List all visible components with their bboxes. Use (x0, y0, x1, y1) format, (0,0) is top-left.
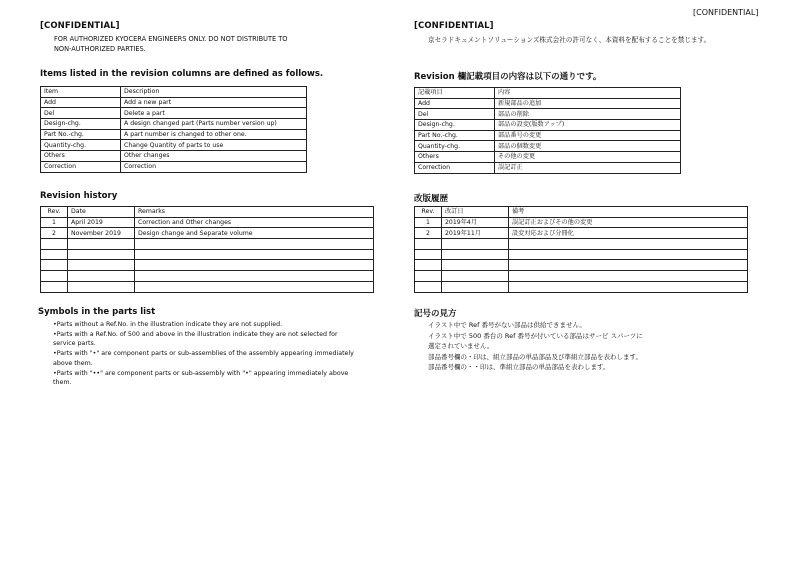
table-cell: Design-chg. (415, 120, 495, 131)
table-cell: Add (415, 98, 495, 109)
en-revcols-table (40, 86, 307, 173)
table-row (41, 161, 307, 172)
jp-confidential-label: [CONFIDENTIAL] (414, 21, 494, 31)
table-row (41, 260, 374, 271)
table-cell: November 2019 (68, 228, 135, 239)
symbols-line: 部品番号欄の・・印は、準組立部品の単品部品を表わします。 (428, 363, 610, 371)
table-cell: Add (41, 97, 121, 108)
table-cell: その他の変更 (495, 152, 681, 163)
symbols-line: service parts. (53, 340, 96, 348)
table-cell: Correction (121, 161, 307, 172)
table-cell: 部品の削除 (495, 109, 681, 120)
table-row (41, 97, 307, 108)
table-row (415, 141, 681, 152)
table-row (415, 130, 681, 141)
table-cell: Part No.-chg. (41, 129, 121, 140)
table-row (41, 249, 374, 260)
en-symbols-text (53, 320, 354, 388)
symbols-line: イラスト中で 500 番台の Ref 番号が付いている部品はサービ スパーツに (428, 331, 643, 340)
en-confidential-label: [CONFIDENTIAL] (40, 21, 120, 31)
table-cell: A part number is changed to other one. (121, 129, 307, 140)
table-cell: Design change and Separate volume (135, 228, 374, 239)
table-row (415, 271, 748, 282)
table-cell: 設変対応および分冊化 (509, 228, 748, 239)
table-row (415, 249, 748, 260)
en-revcols-title: Items listed in the revision columns are defined as follows. (40, 69, 324, 79)
jp-revcols-title: Revision 欄記載項目の内容は以下の通りです。 (414, 72, 602, 82)
table-header-cell: Remarks (135, 207, 374, 218)
en-symbols-title: Symbols in the parts list (38, 307, 156, 317)
table-cell: 2019年4月 (442, 217, 509, 228)
symbols-line: •Parts with "•" are component parts or sub-assemblies of the assembly appearing immediately (53, 350, 354, 358)
table-cell: Quantity-chg. (415, 141, 495, 152)
table-cell: 誤記訂正 (495, 162, 681, 173)
table-header-cell: Rev. (415, 207, 442, 218)
table-cell: 部品の個数変更 (495, 141, 681, 152)
table-cell: 1 (415, 217, 442, 228)
table-cell: Others (415, 152, 495, 163)
table-cell: 2 (415, 228, 442, 239)
table-cell: Other changes (121, 151, 307, 162)
table-row (415, 109, 681, 120)
table-row (415, 162, 681, 173)
table-cell: Correction (415, 162, 495, 173)
table-cell: Correction and Other changes (135, 217, 374, 228)
jp-notice: 京セラドキュメントソリューションズ株式会社の許可なく、本資料を配布することを禁じます。 (428, 36, 711, 44)
table-cell: Description (121, 87, 307, 98)
symbols-line: them. (53, 379, 72, 387)
table-row (415, 120, 681, 131)
table-row (41, 129, 307, 140)
table-row (415, 152, 681, 163)
table-row (41, 108, 307, 119)
symbols-line: 部品番号欄の・印は、組立部品の単品部品及び準組立部品を表わします。 (428, 352, 642, 361)
symbols-line: 選定されていません。 (428, 342, 494, 350)
table-row (41, 217, 374, 228)
page-header-confidential: [CONFIDENTIAL] (693, 8, 759, 17)
table-cell: Item (41, 87, 121, 98)
table-cell: 新規部品の追加 (495, 98, 681, 109)
jp-symbols-text (428, 320, 643, 373)
table-header-cell: Date (68, 207, 135, 218)
symbols-line: •Parts with a Ref.No. of 500 and above in the illustration indicate they are not selected for (53, 330, 338, 338)
table-cell: A design changed part (Parts number version up) (121, 119, 307, 130)
symbols-line: •Parts without a Ref.No. in the illustration indicate they are not supplied. (53, 321, 283, 328)
table-row (415, 88, 681, 99)
table-cell: Correction (41, 161, 121, 172)
en-notice-line2: NON-AUTHORIZED PARTIES. (54, 45, 146, 53)
table-row (41, 207, 374, 218)
table-cell: 内容 (495, 88, 681, 99)
en-history-table (40, 206, 374, 293)
table-header-cell: Rev. (41, 207, 68, 218)
table-cell: 部品の設変(版数アップ) (495, 120, 681, 131)
table-row (41, 140, 307, 151)
table-cell: Del (41, 108, 121, 119)
table-cell: Change Quantity of parts to use (121, 140, 307, 151)
table-header-cell: 改訂日 (442, 207, 509, 218)
symbols-line: イラスト中で Ref 番号がない部品は供給できません。 (428, 321, 586, 329)
jp-history-title: 改版履歴 (414, 194, 449, 204)
table-cell: 誤記訂正およびその他の変更 (509, 217, 748, 228)
table-cell: 2 (41, 228, 68, 239)
en-notice-line1: FOR AUTHORIZED KYOCERA ENGINEERS ONLY. DO NOT DISTRIBUTE TO (54, 35, 288, 43)
table-cell: 部品番号の変更 (495, 130, 681, 141)
table-row (41, 271, 374, 282)
jp-revcols-table (414, 87, 681, 174)
table-row (41, 119, 307, 130)
table-row (415, 207, 748, 218)
jp-history-table (414, 206, 748, 293)
table-row (41, 228, 374, 239)
table-row (415, 281, 748, 292)
table-row (415, 217, 748, 228)
table-cell: Others (41, 151, 121, 162)
table-row (415, 98, 681, 109)
table-cell: 1 (41, 217, 68, 228)
table-row (41, 239, 374, 250)
table-cell: Add a new part (121, 97, 307, 108)
table-row (41, 151, 307, 162)
en-history-title: Revision history (40, 191, 118, 201)
table-row (41, 281, 374, 292)
table-cell: April 2019 (68, 217, 135, 228)
table-row (415, 228, 748, 239)
table-cell: Design-chg. (41, 119, 121, 130)
symbols-line: above them. (53, 359, 93, 367)
jp-symbols-title: 記号の見方 (414, 309, 457, 319)
table-cell: Quantity-chg. (41, 140, 121, 151)
table-cell: Part No.-chg. (415, 130, 495, 141)
table-cell: 記載項目 (415, 88, 495, 99)
table-row (415, 239, 748, 250)
table-cell: 2019年11月 (442, 228, 509, 239)
table-row (41, 87, 307, 98)
table-cell: Del (415, 109, 495, 120)
table-row (415, 260, 748, 271)
symbols-line: •Parts with "••" are component parts or sub-assembly with "•" appearing immediately above (53, 369, 349, 377)
table-header-cell: 備考 (509, 207, 748, 218)
table-cell: Delete a part (121, 108, 307, 119)
